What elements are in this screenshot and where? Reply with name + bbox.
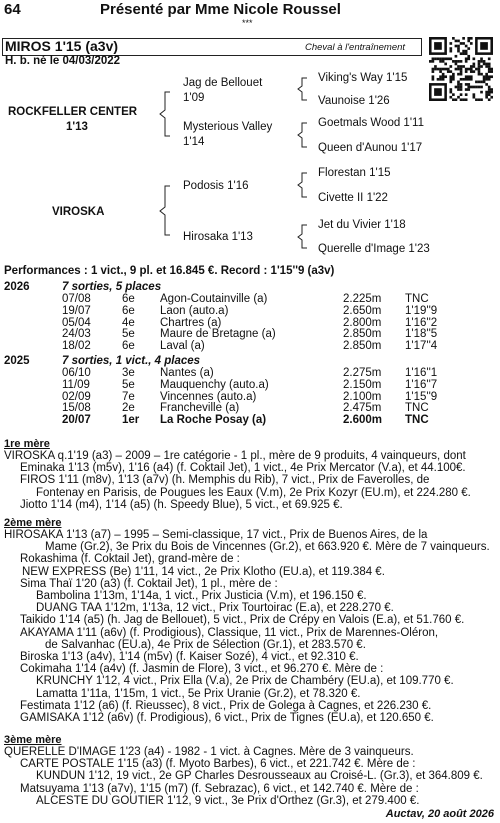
perf-red: 1'16''1	[405, 367, 438, 379]
mere1-title: 1re mère	[4, 438, 50, 450]
perf-track: Francheville (a)	[160, 402, 240, 415]
perf-red: 1'19''9	[405, 304, 438, 317]
mere-line: ALCESTE DU GOUTIER 1'12, 9 vict., 3e Prix d'Orthez (Gr.3), et 279.400 €.	[36, 794, 420, 807]
mere-line: de Salvanhac (EU.a), 4e Prix de Sélection (Gr.1), et 283.570 €.	[45, 638, 366, 651]
perf-red: 1'15''9	[405, 390, 438, 403]
perf-track: Mauquenchy (auto.a)	[160, 378, 269, 391]
perf-date: 15/08	[62, 402, 91, 415]
perf-place: 6e	[122, 293, 135, 305]
year-2026-summary: 7 sorties, 5 places	[62, 281, 162, 293]
mere-line: Lamatta 1'11a, 1'15m, 1 vict., 5e Prix Uranie (Gr.2), et 78.320 €.	[36, 687, 361, 700]
year-2025-summary: 7 sorties, 1 vict., 4 places	[62, 355, 201, 367]
sss: Viking's Way 1'15	[318, 72, 408, 84]
mere-line: Mame (Gr.2), 3e Prix du Bois de Vincennes (Gr.2), et 663.920 €. Mère de 7 vainqueurs.	[45, 541, 490, 554]
perf-date: 24/03	[62, 328, 91, 341]
sire-name: ROCKFELLER CENTER	[8, 106, 138, 118]
mere-line: Festimata 1'12 (a6) (f. Rieussec), 8 vict., Prix de Golega à Cagnes, et 226.230 €.	[20, 699, 432, 712]
mere-line: FIROS 1'11 (m8v), 1'13 (a7v) (h. Memphis du Rib), 7 vict., Prix de Faverolles, de	[20, 474, 430, 487]
sire-sire-record: 1'09	[183, 92, 205, 104]
mere-line: Jiotto 1'14 (m4), 1'14 (a5) (h. Speedy Blue), 5 vict., et 69.925 €.	[20, 498, 343, 511]
mere-line: VIROSKA q.1'19 (a3) – 2009 – 1re catégorie - 1 pl., mère de 9 produits, 4 vainqueurs, dont	[4, 450, 466, 462]
perf-red: TNC	[405, 414, 429, 427]
mere-line: QUERELLE D'IMAGE 1'23 (a4) - 1982 - 1 vict. à Cagnes. Mère de 3 vainqueurs.	[4, 746, 414, 758]
perf-red: 1'16''2	[405, 316, 438, 329]
horse-name: MIROS 1'15 (a3v)	[5, 38, 119, 54]
perf-date: 19/07	[62, 304, 91, 317]
mere-line: Fontenay en Parisis, de Pougues les Eaux (V.m), 2e Prix Kozyr (EU.m), et 224.280 €.	[36, 486, 471, 499]
perf-track: Nantes (a)	[160, 367, 214, 379]
mere-line: KRUNCHY 1'12, 4 vict., Prix Ella (V.a), 2e Prix de Chambéry (EU.a), et 109.770 €.	[36, 675, 454, 688]
perf-place: 1er	[122, 414, 140, 427]
perf-dist: 2.850m	[343, 340, 382, 353]
perf-date: 07/08	[62, 293, 91, 305]
mere-line: Taikido 1'14 (a5) (h. Jag de Bellouet), 5 vict., Prix de Crépy en Valois (E.a), et 51.760 €.	[20, 614, 465, 627]
perf-date: 06/10	[62, 367, 91, 379]
stars: ***	[242, 18, 253, 28]
dam-name: VIROSKA	[52, 206, 105, 218]
sire-dam-record: 1'14	[183, 136, 205, 148]
pedigree-braces	[0, 0, 500, 270]
dsd: Civette II 1'22	[318, 192, 388, 204]
perf-red: 1'18''5	[405, 328, 438, 341]
mere2-title: 2ème mère	[4, 517, 62, 529]
performances-summary: Performances : 1 vict., 9 pl. et 16.845 €. Record : 1'15''9 (a3v)	[4, 265, 335, 277]
mere-line: NEW EXPRESS (Be) 1'11, 14 vict., 2e Prix Klotho (EU.a), et 119.384 €.	[22, 565, 385, 578]
perf-track: Chartres (a)	[160, 316, 222, 329]
mere-line: Sima Thaï 1'20 (a3) (f. Coktail Jet), 1 pl., mère de :	[20, 577, 278, 590]
perf-place: 7e	[122, 390, 135, 403]
perf-date: 05/04	[62, 316, 91, 329]
perf-dist: 2.275m	[343, 367, 382, 379]
mere-line: Bambolina 1'13m, 1'14a, 1 vict., Prix Justicia (V.m), et 196.150 €.	[36, 590, 367, 602]
perf-place: 3e	[122, 367, 135, 379]
sdd: Queen d'Aunou 1'17	[318, 142, 423, 154]
ssd: Vaunoise 1'26	[318, 95, 390, 107]
perf-date: 18/02	[62, 340, 91, 353]
dds: Jet du Vivier 1'18	[318, 219, 406, 231]
sds: Goetmals Wood 1'11	[318, 117, 424, 129]
birth-info: H. b. né le 04/03/2022	[5, 55, 121, 67]
mere-line: CARTE POSTALE 1'15 (a3) (f. Myoto Barbes), 6 vict., et 221.742 €. Mère de :	[20, 758, 416, 771]
perf-place: 4e	[122, 316, 135, 329]
sire-record: 1'13	[66, 121, 88, 133]
perf-track: La Roche Posay (a)	[160, 414, 267, 427]
perf-dist: 2.850m	[343, 328, 382, 341]
perf-dist: 2.475m	[343, 402, 382, 415]
sire-dam: Mysterious Valley	[183, 121, 273, 133]
perf-date: 11/09	[62, 378, 90, 391]
mere3-title: 3ème mère	[4, 734, 62, 746]
perf-red: TNC	[405, 402, 429, 415]
mere-line: AKAYAMA 1'11 (a6v) (f. Prodigious), Classique, 11 vict., Prix de Marennes-Oléron,	[20, 626, 439, 639]
mere-line: Rokashima (f. Coktail Jet), grand-mère de :	[20, 553, 240, 566]
perf-dist: 2.600m	[343, 414, 383, 427]
perf-track: Vincennes (auto.a)	[160, 390, 257, 403]
perf-red: TNC	[405, 293, 429, 305]
year-2025: 2025	[4, 355, 30, 367]
dam-dam: Hirosaka 1'13	[183, 231, 253, 243]
perf-place: 2e	[122, 402, 135, 415]
mere-line: Cokimaha 1'14 (a4v) (f. Jasmin de Flore), 3 vict., et 96.270 €. Mère de :	[20, 663, 384, 676]
perf-dist: 2.100m	[343, 390, 382, 403]
ddd: Querelle d'Image 1'23	[318, 243, 430, 255]
sire-sire: Jag de Bellouet	[183, 77, 263, 89]
perf-track: Laon (auto.a)	[160, 304, 229, 317]
training-status: Cheval à l'entraînement	[305, 42, 406, 53]
perf-place: 6e	[122, 340, 135, 353]
perf-red: 1'17''4	[405, 340, 438, 353]
dam-sire: Podosis 1'16	[183, 180, 249, 192]
perf-track: Agon-Coutainville (a)	[160, 293, 268, 305]
mere-line: KUNDUN 1'12, 19 vict., 2e GP Charles Desrousseaux au Croisé-L. (Gr.3), et 364.809 €.	[36, 770, 483, 783]
mere-line: GAMISAKA 1'12 (a6v) (f. Prodigious), 6 vict., Prix de Tignes (EU.a), et 120.650 €.	[20, 712, 434, 724]
mere-line: Biroska 1'13 (a4v), 1'14 (m5v) (f. Kaiser Sozé), 4 vict., et 92.310 €.	[20, 651, 359, 663]
perf-place: 6e	[122, 304, 135, 317]
perf-place: 5e	[122, 378, 135, 391]
footer-sale-info: Auctav, 20 août 2026	[385, 808, 494, 820]
perf-track: Maure de Bretagne (a)	[160, 328, 276, 341]
mere-line: HIROSAKA 1'13 (a7) – 1995 – Semi-classique, 17 vict., Prix de Buenos Aires, de la	[4, 529, 428, 541]
dss: Florestan 1'15	[318, 167, 391, 179]
perf-dist: 2.650m	[343, 304, 382, 317]
year-2026: 2026	[4, 281, 30, 293]
mere-line: DUANG TAA 1'12m, 1'13a, 12 vict., Prix Tourtoirac (E.a), et 228.270 €.	[36, 602, 394, 615]
perf-track: Laval (a)	[160, 340, 205, 353]
mere-line: Matsuyama 1'13 (a7v), 1'15 (m7) (f. Sebrazac), 6 vict., et 142.740 €. Mère de :	[20, 782, 419, 795]
mere-line: Eminaka 1'13 (m5v), 1'16 (a4) (f. Coktail Jet), 1 vict., 4e Prix Mercator (V.a), et 44.100€.	[20, 462, 466, 475]
perf-date: 20/07	[62, 414, 91, 427]
perf-place: 5e	[122, 328, 135, 341]
perf-dist: 2.225m	[343, 293, 382, 305]
lot-number: 64	[4, 1, 21, 18]
perf-dist: 2.150m	[343, 378, 382, 391]
perf-date: 02/09	[62, 390, 91, 403]
perf-red: 1'16''7	[405, 378, 438, 391]
perf-dist: 2.800m	[343, 316, 382, 329]
presenter-title: Présenté par Mme Nicole Roussel	[100, 1, 341, 18]
